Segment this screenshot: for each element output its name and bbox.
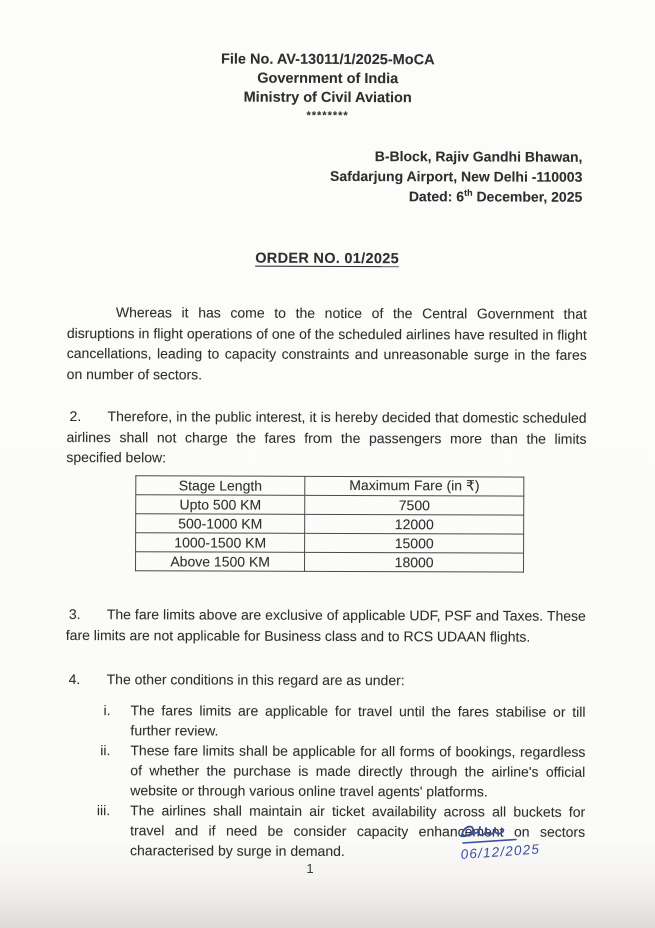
- table-row: [136, 494, 524, 515]
- stage-cell: 1000-1500 KM: [136, 533, 305, 553]
- header-maximum-fare: Maximum Fare (in ₹): [305, 476, 524, 496]
- separator-stars: ********: [306, 109, 349, 122]
- address-line-2: Safdarjung Airport, New Delhi -110003: [330, 167, 583, 185]
- list-item: [93, 700, 585, 742]
- signature-scribble-icon: [448, 820, 558, 872]
- org-name: Government of India: [257, 70, 399, 88]
- order-heading-text: ORDER NO. 01/2025: [255, 250, 399, 268]
- file-number: File No. AV-13011/1/2025-MoCA: [220, 51, 435, 69]
- stage-cell: Upto 500 KM: [136, 494, 305, 514]
- fare-cell: 18000: [305, 553, 524, 573]
- list-item-numeral: iii.: [96, 802, 111, 819]
- fare-limit-table: [135, 475, 524, 573]
- paragraph-3-text: The fare limits above are exclusive of applicable UDF, PSF and Taxes. These fare limits are not applicable for Business class and to RCS UDAAN flights.: [65, 606, 586, 645]
- stage-cell: Above 1500 KM: [136, 552, 305, 572]
- paragraph-4: [66, 669, 586, 691]
- list-item-text: These fare limits shall be applicable for all forms of bookings, regardless of whether the purchase is made directly through the airline's official website or through various online travel agents' platforms.: [130, 742, 586, 800]
- header-stage-length: Stage Length: [136, 475, 305, 495]
- address-block: [67, 145, 587, 207]
- stage-cell: 500-1000 KM: [136, 514, 305, 534]
- order-heading: [67, 250, 587, 268]
- paragraph-3: [66, 604, 586, 647]
- list-item-text: The airlines shall maintain air ticket availability across all buckets for travel and if need be consider capacity enhancement on sectors characterised by surge in demand.: [130, 802, 586, 859]
- list-item: [93, 740, 585, 802]
- document-content: [65, 0, 588, 862]
- table-row: [136, 514, 524, 535]
- paragraph-4-number: 4.: [68, 671, 81, 688]
- table-row: [136, 552, 524, 573]
- ordinal-suffix: th: [464, 187, 473, 198]
- list-item-text: The fares limits are applicable for travel until the fares stabilise or till further review.: [130, 702, 586, 739]
- fare-cell: 15000: [305, 533, 524, 553]
- table-header-row: [136, 475, 524, 496]
- paragraph-2-text: Therefore, in the public interest, it is hereby decided that domestic scheduled airlines shall not charge the fares from the passengers more than the limits specified below:: [66, 408, 587, 466]
- list-item-numeral: ii.: [100, 742, 111, 759]
- fare-table-container: [135, 475, 586, 574]
- paragraph-2-number: 2.: [69, 408, 82, 425]
- fare-cell: 7500: [305, 495, 524, 515]
- paragraph-3-number: 3.: [68, 606, 81, 623]
- address-line-1: B-Block, Rajiv Gandhi Bhawan,: [374, 148, 583, 165]
- table-row: [136, 533, 524, 554]
- handwritten-signature: [448, 820, 558, 877]
- paragraph-1: Whereas it has come to the notice of the Central Government that disruptions in flight operations of one of the scheduled airlines have resulted in flight cancellations, leading to capacity constraints and unreasonable surge in the fares on number of sectors.: [66, 304, 587, 382]
- list-item-numeral: i.: [103, 702, 111, 719]
- signature-date: 06/12/2025: [460, 841, 541, 862]
- paragraph-2: [66, 406, 586, 469]
- paragraph-4-text: The other conditions in this regard are as under:: [106, 671, 405, 689]
- dated-line: Dated: 6th December, 2025: [408, 187, 583, 205]
- fare-cell: 12000: [305, 514, 524, 534]
- page-number: 1: [306, 861, 314, 876]
- ministry-name: Ministry of Civil Aviation: [243, 89, 412, 107]
- letterhead: [68, 50, 588, 122]
